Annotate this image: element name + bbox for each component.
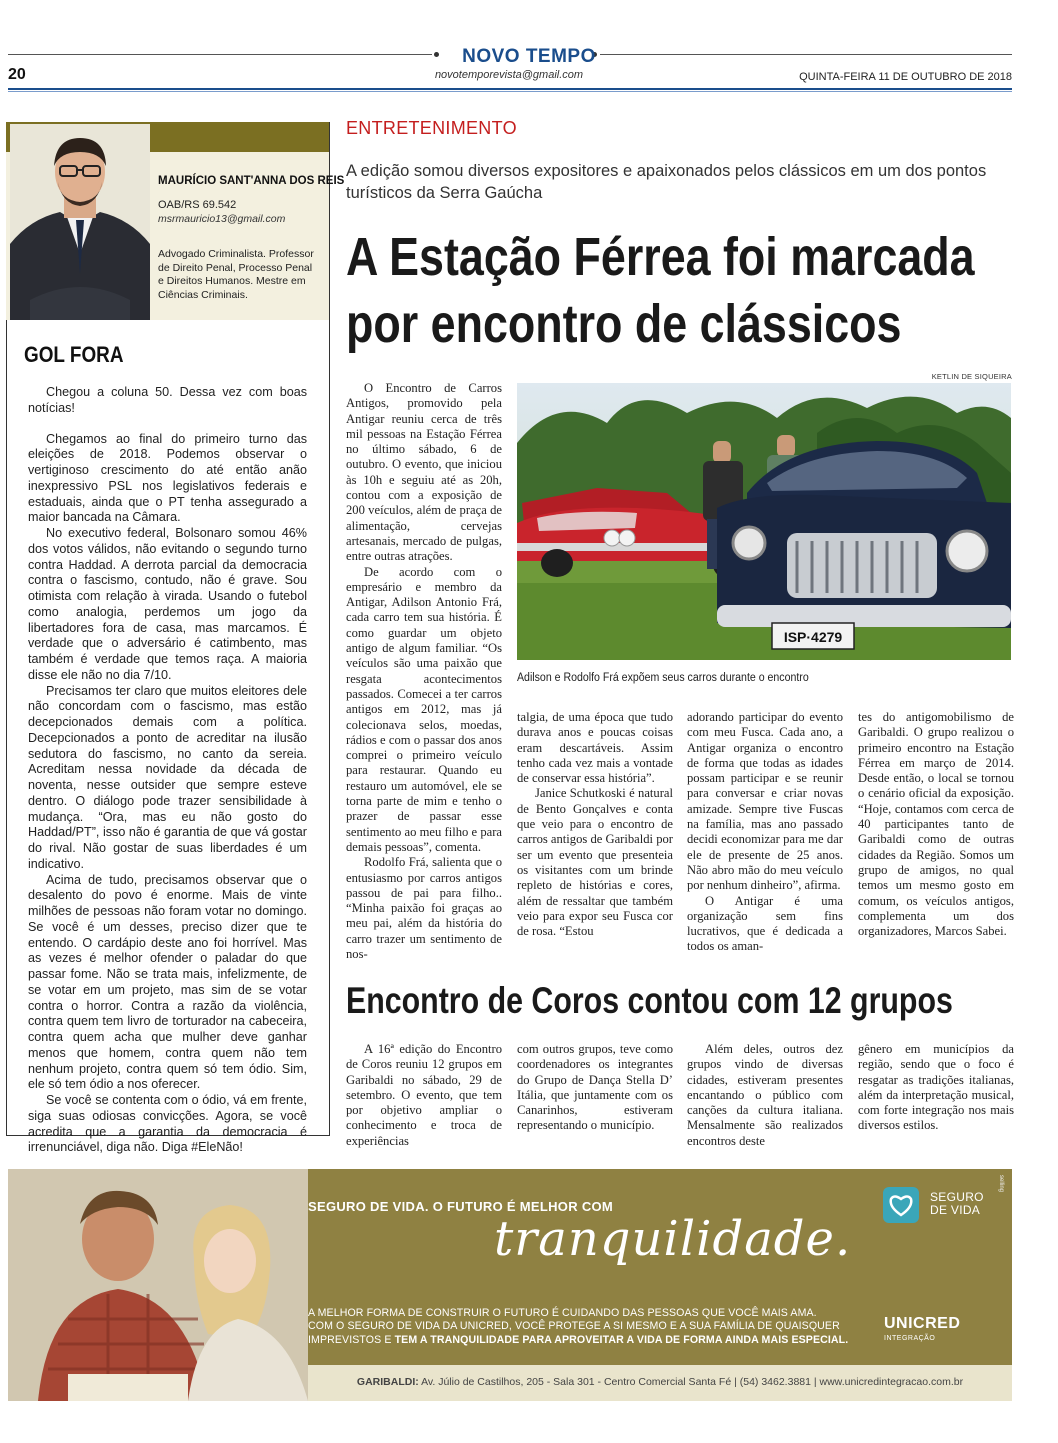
ad-tagline: SEGURO DE VIDA. O FUTURO É MELHOR COM — [308, 1199, 614, 1214]
author-name: MAURÍCIO SANT'ANNA DOS REIS — [158, 175, 345, 187]
ad-body-line-3c: MAIS ESPECIAL. — [758, 1333, 849, 1346]
ad-logo-text-1: SEGURO — [930, 1190, 984, 1204]
column-body — [28, 385, 307, 1156]
article2-paragraph: gênero em municípios da região, sendo que o foco é resgatar as tradições italianas, além da interpretação musical, com forte integração nos mais diversos estilos. — [858, 1042, 1014, 1133]
column-paragraph: No executivo federal, Bolsonaro somou 46% dos votos válidos, não evitando o segundo turno contra Haddad. A derrota parcial da democracia contra o fascismo, contudo, não é grave. Sou otimista com relação à virada. Usando o futebol como analogia, perdemos um jogo da libertadores fora de casa, mas marcamos. É verdade que o adversário é catimbento, mas também é verdade que temos raça. A maioria disse ele não no dia 7/10. — [28, 526, 307, 682]
article-paragraph: tes do antigomobilismo de Garibaldi. O grupo realizou o primeiro encontro na Estação Férrea em março de 2014. Desde então, o local se tornou o cenário oficial da exposição. “Hoje, contamos com cerca de 40 participantes tanto de Garibaldi como de outras cidades da Região. Somos um grupo de amigos, no qual temos um mesmo gosto em comum, os veículos antigos, complementa um dos organizadores, Marcos Sabei. — [858, 710, 1014, 939]
article2-paragraph: A 16ª edição do Encontro de Coros reuniu 12 grupos em Garibaldi no sábado, 29 de setembro. O evento, que tem por objetivo ampliar o conhecimento e troca de experiências — [346, 1042, 502, 1148]
unicred-logo-sub: INTEGRAÇÃO — [884, 1335, 936, 1342]
license-plate-text: ISP·4279 — [783, 629, 843, 645]
ad-address[interactable] — [308, 1376, 1012, 1388]
article2-headline: Encontro de Coros contou com 12 grupos — [346, 980, 953, 1021]
article-column-2 — [517, 710, 673, 939]
ad-photo — [8, 1169, 308, 1401]
column-paragraph: Se você se contenta com o ódio, vá em frente, siga suas odiosas convicções. Agora, se você acredita que a garantia da democracia é irrenunciável, diga não. Diga #EleNão! — [28, 1093, 307, 1155]
article-paragraph: De acordo com o empresário e membro da Antigar, Adilson Antonio Frá, cada carro tem sua história. É como guardar um objeto antigo de algum familiar. “Os veículos são uma paixão que resgata acontecimentos passados. Comecei a ter carros antigos em 2012, mas já colecionava selos, moedas, rádios e com o passar dos anos comprei o primeiro veículo para restaurar. Quando eu restauro um automóvel, ele se torna parte de mim e tenho o prazer de passar esse sentimento ao meu filho e para demais pessoas”, comenta. — [346, 564, 502, 854]
photo-credit: KETLIN DE SIQUEIRA — [931, 372, 1012, 381]
ad-body-line-3 — [308, 1334, 868, 1347]
article-paragraph: Janice Schutkoski é natural de Bento Gonçalves e conta que veio para o encontro de carros antigos de Garibaldi por ser um evento que presenteia os visitantes com um brinde repleto de histórias e cores, além de ressaltar que também veio para expor seu Fusca cor de rosa. “Estou — [517, 786, 673, 939]
article-column-4 — [858, 710, 1014, 939]
column-paragraph: Precisamos ter claro que muitos eleitores dele não concordam com o fascismo, mas estão decepcionados demais com a política. Decepcionados a ponto de acreditar na ilusão sedutora do fascismo, no canto da sereia. Acreditam nessa novidade da década de noventa, nesse outsider que sempre esteve dentro. O diálogo pode trazer sensibilidade à mudança. “Ora, mas eu não gosto do Haddad/PT”, isso não é garantia de que vá gostar do rival. Não gostar de suas liberdades é um indicativo. — [28, 683, 307, 871]
author-bio: Advogado Criminalista. Professor de Direito Penal, Processo Penal e Direitos Humanos. Mestre em Ciências Criminais. — [158, 248, 314, 301]
ad-script-word: tranquilidade. — [494, 1211, 852, 1267]
article2-paragraph: com outros grupos, teve como coordenadores os integrantes do Grupo de Dança Stella D’ Itália, que juntamente com os Canarinhos, estiveram representando o município. — [517, 1042, 673, 1133]
article2-column-2 — [517, 1042, 673, 1134]
masthead-email[interactable]: novotemporevista@gmail.com — [434, 69, 584, 81]
issue-date: QUINTA-FEIRA 11 DE OUTUBRO DE 2018 — [799, 71, 1012, 83]
page-number: 20 — [8, 66, 26, 83]
headline-line-2: por encontro de clássicos — [346, 294, 902, 354]
article2-column-3 — [687, 1042, 843, 1149]
article-paragraph: talgia, de uma época que tudo durava anos e poucas coisas eram descartáveis. Assim tenho cada vez mais a vontade de conservar essa história”. — [517, 710, 673, 786]
header-divider-thin — [8, 91, 1012, 92]
article-column-1 — [346, 381, 502, 962]
article2-column-4 — [858, 1042, 1014, 1134]
ad-logo-text-2: DE VIDA — [930, 1203, 981, 1217]
column-paragraph: Acima de tudo, precisamos observar que o desalento do povo é enorme. Mais de vinte milhões de pessoas não foram votar no domingo. Se você é um desses, preciso dizer que te entendo. O cardápio deste ano foi horrível. Mas as vezes é melhor ofender o paladar do que passar fome. Não se trata mais, infelizmente, de se votar em um projeto, mas sim de se votar contra o horror. Contra a razão da violência, contra quem tem livro de torturador na cabeceira, contra quem acha que mulher deve ganhar menos que homem, contra quem não tem nenhum projeto, contra quem só tem ódio. Sim, ele só tem ódio a nos oferecer. — [28, 872, 307, 1092]
article-headline — [346, 224, 975, 358]
ad-body-text — [308, 1307, 868, 1347]
header-divider — [8, 88, 1012, 90]
masthead-brand: NOVO TEMPO — [462, 46, 596, 67]
article-paragraph: adorando participar do evento com meu Fusca. Cada ano, a Antigar organiza o encontro de forma que todas as idades possam participar e se reunir para conversar e criar novas amizade. Sempre tive Fuscas na família, mas ano passado decidi economizar para me dar ele de presente de 25 anos. Não abro mão do meu veículo por nenhum dinheiro”, afirma. — [687, 710, 843, 893]
author-portrait — [10, 124, 150, 320]
article-column-3 — [687, 710, 843, 955]
article2-column-1 — [346, 1042, 502, 1149]
section-label: ENTRETENIMENTO — [346, 118, 517, 138]
article-subhead: A edição somou diversos expositores e apaixonados pelos clássicos em um dos pontos turísticos da Serra Gaúcha — [346, 162, 987, 202]
article-paragraph: O Encontro de Carros Antigos, promovido pela Antigar reuniu cerca de três mil pessoas na Estação Férrea no último sábado, 6 de outubro. O evento, que iniciou às 10h e seguiu até as 20h, contou com a exposição de 200 veículos, além de praça de alimentação, cervejas artesanais, mercado de pulgas, entre outras atrações. — [346, 381, 502, 564]
article-photo — [517, 383, 1011, 660]
article-paragraph: Rodolfo Frá, salienta que o entusiasmo por carros antigos passou de pai para filho.. “Minha paixão foi graças ao meu pai, além da história do carro trazer um sentimento de nos- — [346, 855, 502, 961]
ad-body-line-2: COM O SEGURO DE VIDA DA UNICRED, VOCÊ PROTEGE A SI MESMO E A SUA FAMÍLIA DE QUAISQUER — [308, 1320, 840, 1333]
article2-paragraph: Além deles, outros dez grupos vindo de diversas cidades, estiveram presentes encantando o público com canções da cultura italiana. Mensalmente são realizados encontros deste — [687, 1042, 843, 1148]
ad-address-text: Av. Júlio de Castilhos, 205 - Sala 301 - Centro Comercial Santa Fé | (54) 3462.3881 | www.unicredintegracao.com.br — [418, 1376, 964, 1388]
ad-body-line-3b: TEM A TRANQUILIDADE PARA APROVEITAR A VIDA DE FORMA AINDA — [394, 1333, 759, 1346]
column-paragraph: Chegamos ao final do primeiro turno das eleições de 2018. Podemos observar o vertiginoso crescimento do até então anão inexpressivo PSL nos legislativos federais e estaduais, ainda que o PT tenha assegurado a maior bancada na Câmara. — [28, 431, 307, 525]
heart-shield-icon — [883, 1187, 919, 1223]
advertisement[interactable] — [8, 1169, 1012, 1401]
unicred-logo: UNICRED — [884, 1315, 961, 1332]
ad-address-city: GARIBALDI: — [356, 1376, 419, 1388]
ad-body-line-1: A MELHOR FORMA DE CONSTRUIR O FUTURO É CUIDANDO DAS PESSOAS QUE VOCÊ MAIS AMA. — [308, 1307, 817, 1319]
ad-logo-text — [930, 1191, 984, 1217]
author-email[interactable]: msrmauricio13@gmail.com — [158, 213, 286, 225]
column-title: GOL FORA — [24, 342, 124, 367]
ad-body-line-3a: IMPREVISTOS E — [308, 1333, 395, 1346]
headline-line-1: A Estação Férrea foi marcada — [346, 227, 975, 287]
photo-caption: Adilson e Rodolfo Frá expõem seus carros durante o encontro — [517, 672, 809, 684]
column-paragraph: Chegou a coluna 50. Dessa vez com boas notícias! — [28, 385, 307, 415]
article-paragraph: O Antigar é uma organização sem fins lucrativos, que é dedicada a todos os aman- — [687, 893, 843, 954]
ad-side-credit: selling — [998, 1175, 1004, 1193]
author-oab: OAB/RS 69.542 — [158, 199, 237, 211]
